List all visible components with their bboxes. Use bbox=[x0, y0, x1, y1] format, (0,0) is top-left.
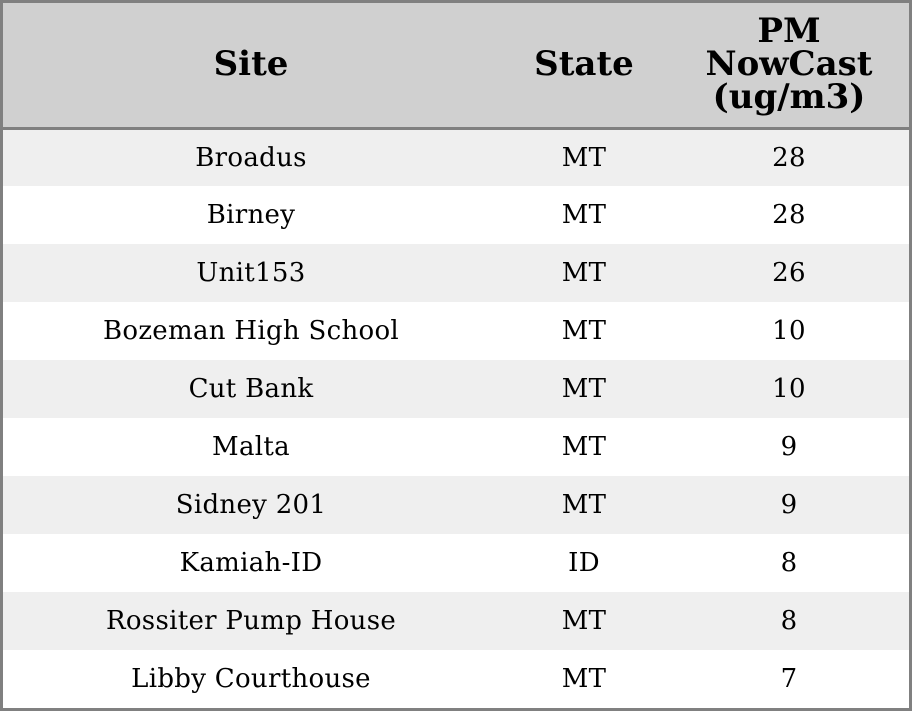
state-cell: MT bbox=[561, 490, 607, 520]
column-header-state bbox=[499, 3, 669, 128]
pm-nowcast-cell: 9 bbox=[780, 432, 798, 462]
pm-nowcast-cell: 10 bbox=[772, 316, 806, 346]
table-row bbox=[3, 244, 909, 302]
column-header-pm-line: NowCast bbox=[705, 44, 873, 85]
state-cell: MT bbox=[561, 374, 607, 404]
state-cell: MT bbox=[561, 663, 607, 694]
state-cell: MT bbox=[561, 142, 607, 173]
state-cell: ID bbox=[568, 548, 600, 578]
pm-nowcast-cell: 26 bbox=[772, 258, 806, 288]
pm-nowcast-cell: 28 bbox=[772, 142, 806, 173]
table-row bbox=[3, 650, 909, 707]
site-cell: Bozeman High School bbox=[102, 316, 400, 346]
state-cell: MT bbox=[561, 606, 607, 636]
pm-nowcast-cell: 7 bbox=[780, 663, 798, 694]
state-cell: MT bbox=[561, 258, 607, 288]
header-row bbox=[3, 3, 909, 128]
table-body bbox=[3, 128, 909, 707]
pm-nowcast-cell: 28 bbox=[772, 200, 806, 230]
site-cell: Birney bbox=[206, 200, 296, 230]
table-row bbox=[3, 592, 909, 650]
state-cell: MT bbox=[561, 316, 607, 346]
site-cell: Broadus bbox=[195, 142, 307, 173]
site-cell: Sidney 201 bbox=[175, 490, 327, 520]
pm-nowcast-cell: 8 bbox=[780, 548, 798, 578]
table-row bbox=[3, 418, 909, 476]
table-row bbox=[3, 476, 909, 534]
site-cell: Unit153 bbox=[196, 258, 306, 288]
table-row bbox=[3, 534, 909, 592]
table-row bbox=[3, 302, 909, 360]
table-row bbox=[3, 186, 909, 244]
state-cell: MT bbox=[561, 200, 607, 230]
column-header-site-line: Site bbox=[213, 44, 289, 85]
site-cell: Libby Courthouse bbox=[131, 663, 371, 694]
pm-nowcast-cell: 10 bbox=[772, 374, 806, 404]
column-header-site bbox=[3, 3, 499, 128]
site-cell: Kamiah-ID bbox=[179, 548, 323, 578]
column-header-pm-line: (ug/m3) bbox=[712, 77, 866, 118]
site-cell: Malta bbox=[212, 432, 290, 462]
site-cell: Rossiter Pump House bbox=[105, 606, 397, 636]
table-row bbox=[3, 360, 909, 418]
site-cell: Cut Bank bbox=[188, 374, 314, 404]
data-table bbox=[3, 3, 909, 707]
column-header-pm-line: PM bbox=[757, 11, 821, 52]
table-header bbox=[3, 3, 909, 128]
pm-nowcast-cell: 9 bbox=[780, 490, 798, 520]
table-row bbox=[3, 128, 909, 186]
column-header-pm bbox=[669, 3, 909, 128]
pm-nowcast-cell: 8 bbox=[780, 606, 798, 636]
column-header-state-line: State bbox=[534, 44, 634, 85]
state-cell: MT bbox=[561, 432, 607, 462]
